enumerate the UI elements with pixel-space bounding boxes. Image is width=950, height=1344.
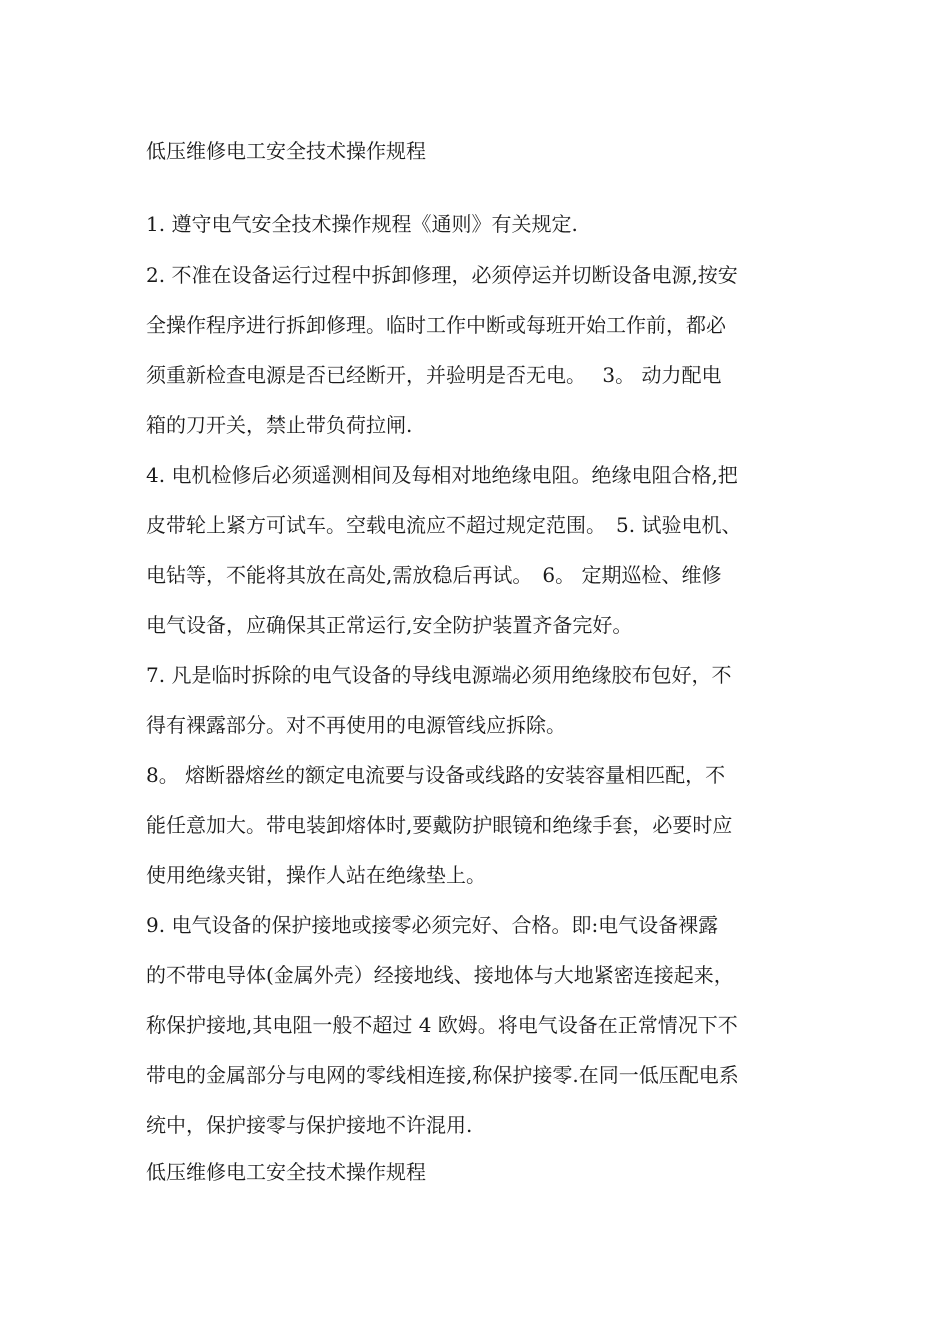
text-line-10: 7. 凡是临时拆除的电气设备的导线电源端必须用绝缘胶布包好，不	[146, 663, 732, 687]
text-line-3: 全操作程序进行拆卸修理。临时工作中断或每班开始工作前，都必	[146, 313, 726, 337]
text-line-8: 电钻等，不能将其放在高处,需放稳后再试。 6。 定期巡检、维修	[146, 563, 722, 587]
text-line-12: 8。 熔断器熔丝的额定电流要与设备或线路的安装容量相匹配，不	[146, 763, 726, 787]
text-line-13: 能任意加大。带电装卸熔体时,要戴防护眼镜和绝缘手套，必要时应	[146, 813, 733, 837]
text-line-11: 得有裸露部分。对不再使用的电源管线应拆除。	[146, 713, 566, 737]
text-line-5: 箱的刀开关，禁止带负荷拉闸.	[146, 413, 413, 437]
text-line-19: 统中，保护接零与保护接地不许混用.	[146, 1113, 473, 1137]
text-line-9: 电气设备，应确保其正常运行,安全防护装置齐备完好。	[146, 613, 633, 637]
text-line-14: 使用绝缘夹钳，操作人站在绝缘垫上。	[146, 863, 486, 887]
text-line-7: 皮带轮上紧方可试车。空载电流应不超过规定范围。 5. 试验电机、	[146, 513, 742, 537]
text-line-15: 9. 电气设备的保护接地或接零必须完好、合格。即:电气设备裸露	[146, 913, 719, 937]
text-line-1: 1. 遵守电气安全技术操作规程《通则》有关规定.	[146, 212, 578, 236]
text-line-16: 的不带电导体(金属外壳）经接地线、接地体与大地紧密连接起来，	[146, 963, 734, 987]
text-line-6: 4. 电机检修后必须遥测相间及每相对地绝缘电阻。绝缘电阻合格,把	[146, 463, 738, 487]
text-line-2: 2. 不准在设备运行过程中拆卸修理，必须停运并切断设备电源,按安	[146, 263, 738, 287]
footer-title: 低压维修电工安全技术操作规程	[146, 1160, 426, 1184]
text-line-18: 带电的金属部分与电网的零线相连接,称保护接零.在同一低压配电系	[146, 1063, 739, 1087]
text-line-17: 称保护接地,其电阻一般不超过 4 欧姆。将电气设备在正常情况下不	[146, 1013, 738, 1037]
document-title: 低压维修电工安全技术操作规程	[146, 139, 426, 163]
text-line-4: 须重新检查电源是否已经断开，并验明是否无电。 3。 动力配电	[146, 363, 722, 387]
